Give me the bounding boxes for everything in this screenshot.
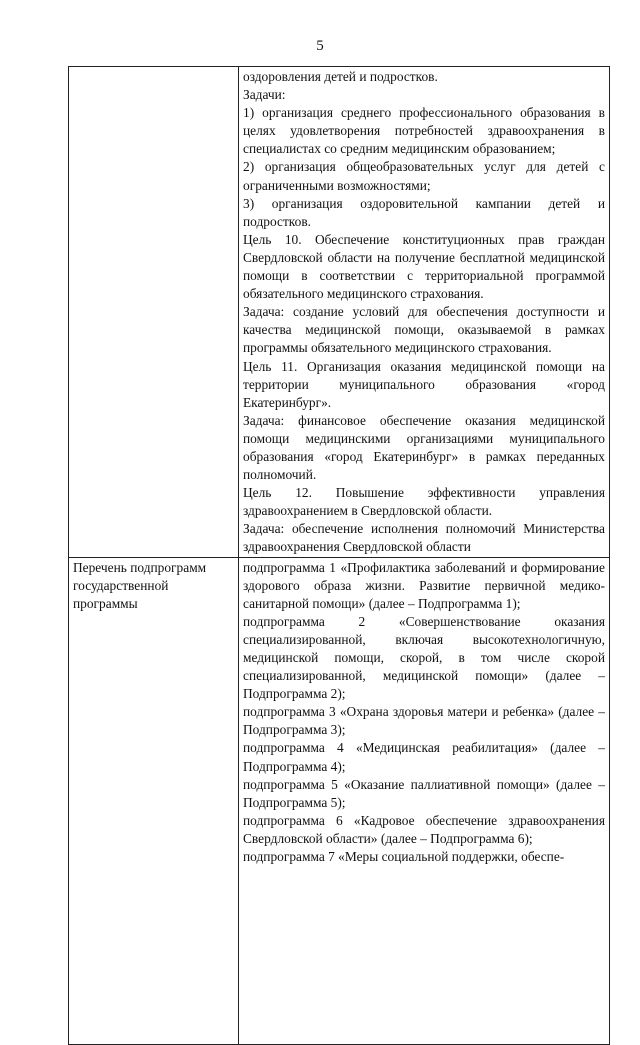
paragraph: Задачи: (243, 87, 286, 103)
row-label: Перечень подпрограмм государственной программы (69, 557, 239, 1044)
paragraph: Задача: финансовое обеспечение оказания медицинской помощи медицинскими организациями муниципального образования «город Екатеринбург» в рамках переданных полномочий. (243, 412, 605, 483)
row-label (69, 67, 239, 558)
paragraph: 2) организация общеобразовательных услуг для детей с ограниченными возможностями; (243, 159, 605, 193)
paragraph: Задача: обеспечение исполнения полномочий Министерства здравоохранения Свердловской области (243, 521, 605, 555)
paragraph: подпрограмма 1 «Профилактика заболеваний и формирование здорового образа жизни. Развитие первичной медико-санитарной помощи» (далее – Подпрограмма 1); (243, 559, 605, 611)
paragraph: оздоровления детей и подростков. (243, 69, 438, 84)
row-content (239, 557, 610, 1044)
paragraph: подпрограмма 2 «Совершенствование оказания специализированной, включая высокотехнологичную, медицинской помощи, скорой, в том числе скорой специализированной, медицинской помощи» (далее – Подпрограмма 2); (243, 613, 605, 702)
paragraph: подпрограмма 4 «Медицинская реабилитация» (далее – Подпрограмма 4); (243, 740, 605, 774)
page-number: 5 (316, 38, 324, 54)
table-row (69, 67, 610, 558)
paragraph: Цель 11. Организация оказания медицинской помощи на территории муниципального образования «город Екатеринбург». (243, 358, 605, 410)
program-passport-table (68, 66, 610, 1045)
paragraph: подпрограмма 6 «Кадровое обеспечение здравоохранения Свердловской области» (далее – Подпрограмма 6); (243, 812, 605, 846)
paragraph: подпрограмма 5 «Оказание паллиативной помощи» (далее – Подпрограмма 5); (243, 776, 605, 810)
paragraph: 1) организация среднего профессионального образования в целях удовлетворения потребностей здравоохранения в специалистах со средним медицинским образованием; (243, 105, 605, 157)
paragraph: подпрограмма 3 «Охрана здоровья матери и ребенка» (далее – Подпрограмма 3); (243, 704, 605, 738)
paragraph: Задача: создание условий для обеспечения доступности и качества медицинской помощи, оказываемой в рамках программы обязательного медицинского страхования. (243, 304, 605, 356)
paragraph: подпрограмма 7 «Меры социальной поддержки, обеспе- (243, 849, 565, 865)
row-content (239, 67, 610, 558)
paragraph: Цель 10. Обеспечение конституционных прав граждан Свердловской области на получение бесплатной медицинской помощи в соответствии с территориальной программой обязательного медицинского страхования. (243, 231, 605, 302)
table-row (69, 557, 610, 1044)
paragraph: 3) организация оздоровительной кампании детей и подростков. (243, 195, 605, 229)
paragraph: Цель 12. Повышение эффективности управления здравоохранением в Свердловской области. (243, 485, 605, 519)
